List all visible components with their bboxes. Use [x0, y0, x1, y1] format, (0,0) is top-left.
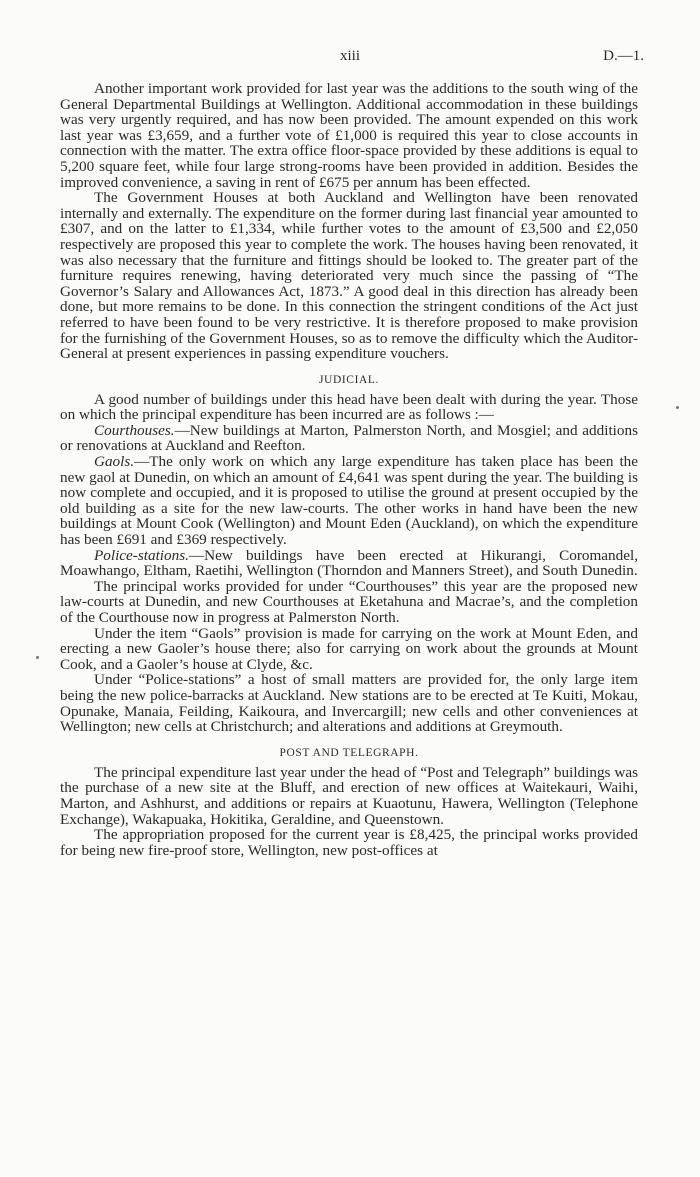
lead-police-stations: Police-stations. — [94, 546, 189, 564]
paragraph-post-telegraph-appropriation: The appropriation proposed for the current year is £8,425, the principal works provided for being new fire-proof store, Wellington, new post-offices at — [60, 826, 638, 859]
paragraph-principal-works: The principal works provided for under “Courthouses” this year are the proposed new law-courts at Dunedin, and new Courthouses at Eketahuna and Macrae’s, and the completion of the Courthouse now in progress at Palmerston North. — [60, 577, 638, 626]
police-stations-text: —New buildings have been erected at Hikurangi, Coromandel, Moawhango, Eltham, Raetihi, Wellington (Thorndon and Manners Street), and South Dunedin. — [60, 546, 638, 580]
margin-speck — [676, 406, 679, 409]
lead-gaols: Gaols. — [94, 453, 135, 471]
paragraph-general-buildings: Another important work provided for last year was the additions to the south wing of the General Departmental Buildings at Wellington. Additional accommodation in these buildings was very urgently required, and has now been provided. The amount expended on this work last year was £3,659, and a further vote of £1,000 is required this year to close accounts in connection with the matter. The extra office floor-space provided by these additions is equal to 5,200 square feet, while four large strong-rooms have been provided in addition. Besides the improved convenience, a saving in rent of £675 per annum has been effected. — [60, 80, 638, 191]
document-reference: D.—1. — [603, 48, 644, 64]
paragraph-police-item: Under “Police-stations” a host of small matters are provided for, the only large item being the new police-barracks at Auckland. New stations are to be erected at Te Kuiti, Mokau, Opunake, Manaia, Feilding, Kaikoura, and Invercargill; new cells and other conveniences at Wellington; new cells at Christchurch; and alterations and additions at Greymouth. — [60, 671, 638, 736]
page-number: xiii — [340, 48, 361, 64]
courthouses-text: —New buildings at Marton, Palmerston North, and Mosgiel; and additions or renovations at Auckland and Reefton. — [60, 421, 638, 455]
section-heading-judicial: JUDICIAL. — [318, 373, 380, 386]
paragraph-judicial-intro: A good number of buildings under this head have been dealt with during the year. Those on which the principal expenditure has been incurred are as follows :— — [60, 390, 638, 424]
lead-courthouses: Courthouses. — [94, 421, 175, 439]
margin-speck — [36, 656, 39, 659]
gaols-text: —The only work on which any large expenditure has taken place has been the new gaol at Dunedin, on which an amount of £4,641 was spent during the year. The building is now complete and occupied, and it is proposed to utilise the ground at present occupied by the old building as a site for the new law-courts. The other works in hand have been the new buildings at Mount Cook (Wellington) and Mount Eden (Auckland), on which the expenditure has been £691 and £369 respectively. — [60, 453, 638, 549]
paragraph-courthouses — [60, 423, 638, 454]
section-heading-post-telegraph: POST AND TELEGRAPH. — [279, 746, 419, 759]
paragraph-gaols — [60, 454, 638, 548]
page-header — [0, 48, 700, 68]
paragraph-police-stations — [60, 548, 638, 579]
paragraph-post-telegraph-expenditure: The principal expenditure last year under the head of “Post and Telegraph” buildings was the purchase of a new site at the Bluff, and erection of new offices at Waitekauri, Waihi, Marton, and Ashhurst, and additions or repairs at Kuaotunu, Hawera, Wellington (Telephone Exchange), Wakapuaka, Hokitika, Geraldine, and Queenstown. — [60, 763, 638, 828]
paragraph-gaols-item: Under the item “Gaols” provision is made for carrying on the work at Mount Eden, and erecting a new Gaoler’s house there; also for carrying on work about the grounds at Mount Cook, and a Gaoler’s house at Clyde, &c. — [60, 624, 638, 673]
body-text — [60, 81, 638, 858]
paragraph-government-houses: The Government Houses at both Auckland and Wellington have been renovated internally and externally. The expenditure on the former during last financial year amounted to £307, and on the latter to £1,334, while further votes to the amount of £3,500 and £2,050 respectively are proposed this year to complete the work. The houses having been renovated, it was also necessary that the furniture and fittings should be looked to. The greater part of the furniture requires renewing, having deteriorated very much since the passing of “The Governor’s Salary and Allowances Act, 1873.” A good deal in this direction has already been done, but more remains to be done. In this connection the stringent conditions of the Act just referred to have been found to be very restrictive. It is therefore proposed to make provision for the furnishing of the Government Houses, so as to remove the difficulty which the Auditor-General at present experiences in passing expenditure vouchers. — [60, 189, 638, 363]
